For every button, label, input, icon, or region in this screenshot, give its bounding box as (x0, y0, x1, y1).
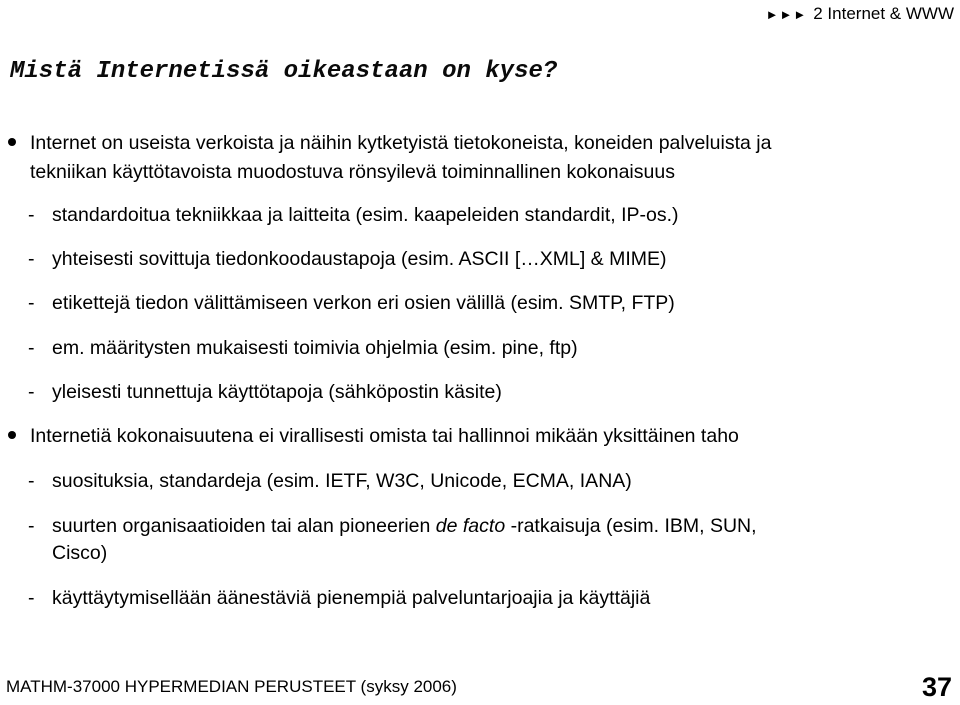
bullet-icon (8, 138, 16, 146)
dash-marker: - (28, 204, 35, 226)
section-label: 2 Internet & WWW (813, 4, 954, 23)
dash-marker: - (28, 292, 35, 314)
de-facto-term: de facto (435, 515, 506, 537)
section-header (766, 4, 954, 24)
bullet-text: Internetiä kokonaisuutena ei virallisesti omista tai hallinnoi mikään yksittäinen taho (30, 425, 739, 447)
bullet-text: Internet on useista verkoista ja näihin kytketyistä tietokoneista, koneiden palveluista ja (30, 132, 772, 154)
subitem-text: yhteisesti sovittuja tiedonkoodaustapoja (esim. ASCII […XML] & MIME) (52, 248, 667, 270)
subitem-text: etikettejä tiedon välittämiseen verkon eri osien välillä (esim. SMTP, FTP) (52, 292, 675, 314)
subitem-text: Cisco) (52, 542, 108, 564)
subitem-text: käyttäytymisellään äänestäviä pienempiä palveluntarjoajia ja käyttäjiä (52, 587, 651, 609)
course-footer: MATHM-37000 HYPERMEDIAN PERUSTEET (syksy 2006) (6, 677, 457, 696)
page-number: 37 (921, 672, 952, 702)
slide-title: Mistä Internetissä oikeastaan on kyse? (10, 58, 558, 85)
subitem-text: suurten organisaatioiden tai alan pioneerien de facto -ratkaisuja (esim. IBM, SUN, (52, 515, 757, 537)
bullet-text: tekniikan käyttötavoista muodostuva rönsyilevä toiminnallinen kokonaisuus (30, 161, 675, 183)
bullet-icon (8, 431, 16, 439)
subitem-text: em. määritysten mukaisesti toimivia ohjelmia (esim. pine, ftp) (52, 337, 578, 359)
dash-marker: - (28, 470, 35, 492)
subitem-text: standardoitua tekniikkaa ja laitteita (esim. kaapeleiden standardit, IP-os.) (52, 204, 679, 226)
arrow-icon: ►►► (765, 6, 808, 22)
subitem-text: suosituksia, standardeja (esim. IETF, W3C, Unicode, ECMA, IANA) (52, 470, 632, 492)
dash-marker: - (28, 515, 35, 537)
dash-marker: - (28, 248, 35, 270)
subitem-text: yleisesti tunnettuja käyttötapoja (sähköpostin käsite) (52, 381, 502, 403)
dash-marker: - (28, 337, 35, 359)
dash-marker: - (28, 381, 35, 403)
dash-marker: - (28, 587, 35, 609)
